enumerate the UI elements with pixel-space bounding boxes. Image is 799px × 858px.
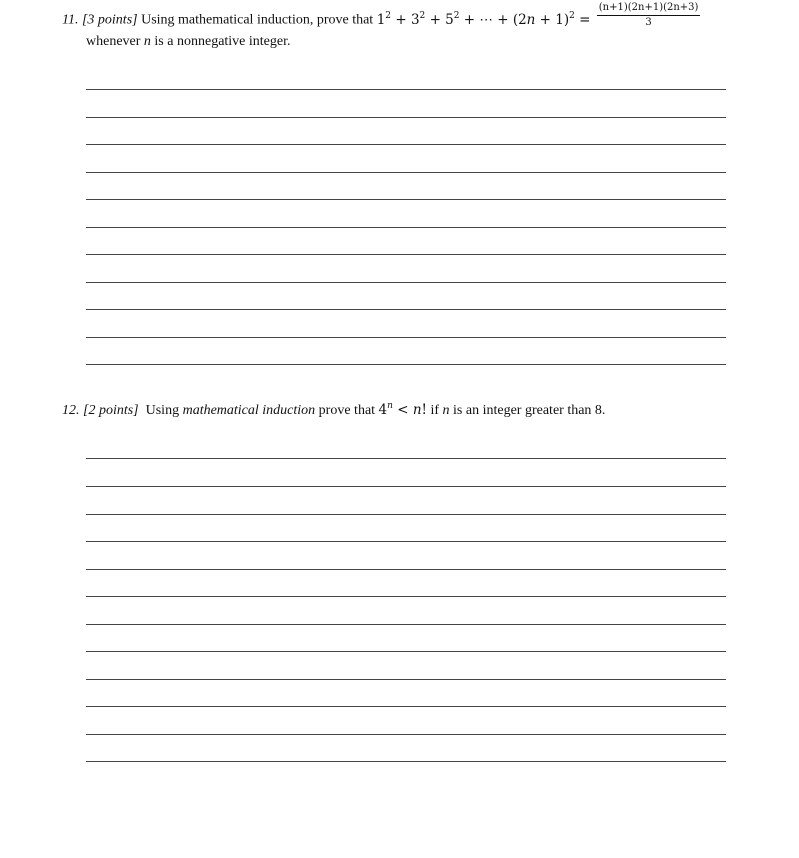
answer-line[interactable] bbox=[86, 514, 726, 515]
answer-line[interactable] bbox=[86, 596, 726, 597]
fraction-numerator: (n+1)(2n+1)(2n+3) bbox=[597, 2, 701, 16]
sum-expression: $1^2 + 3^2 + 5^2$ + ⋯ + $(2n + 1)^2$ = bbox=[376, 10, 591, 28]
answer-line[interactable] bbox=[86, 282, 726, 283]
question-12-prompt: 12. [2 points] Using mathematical induction prove that $4^n < n$! if n is an integer greater than 8. bbox=[62, 401, 606, 418]
answer-line[interactable] bbox=[86, 227, 726, 228]
answer-line[interactable] bbox=[86, 364, 726, 365]
fraction-denominator: 3 bbox=[645, 17, 652, 28]
answer-line[interactable] bbox=[86, 569, 726, 570]
question-11-prompt-line2: whenever n is a nonnegative integer. bbox=[86, 34, 291, 49]
answer-line[interactable] bbox=[86, 624, 726, 625]
question-number: 11. bbox=[62, 12, 79, 28]
answer-line[interactable] bbox=[86, 486, 726, 487]
answer-line[interactable] bbox=[86, 761, 726, 762]
answer-line[interactable] bbox=[86, 541, 726, 542]
question-11-prompt bbox=[62, 2, 700, 34]
question-points: [2 points] bbox=[83, 403, 139, 418]
answer-line[interactable] bbox=[86, 89, 726, 90]
answer-line[interactable] bbox=[86, 254, 726, 255]
question-intro: Using mathematical induction, prove that bbox=[141, 12, 374, 28]
answer-line[interactable] bbox=[86, 117, 726, 118]
answer-line[interactable] bbox=[86, 337, 726, 338]
answer-line[interactable] bbox=[86, 458, 726, 459]
answer-line[interactable] bbox=[86, 172, 726, 173]
answer-line[interactable] bbox=[86, 679, 726, 680]
answer-line[interactable] bbox=[86, 309, 726, 310]
answer-line[interactable] bbox=[86, 144, 726, 145]
answer-line[interactable] bbox=[86, 199, 726, 200]
answer-line[interactable] bbox=[86, 651, 726, 652]
question-points: [3 points] bbox=[81, 12, 138, 28]
inequality-expression: $4^n < n$! bbox=[378, 401, 427, 418]
answer-line[interactable] bbox=[86, 706, 726, 707]
answer-line[interactable] bbox=[86, 734, 726, 735]
closed-form-fraction bbox=[597, 2, 701, 29]
question-number: 12. bbox=[62, 403, 80, 418]
